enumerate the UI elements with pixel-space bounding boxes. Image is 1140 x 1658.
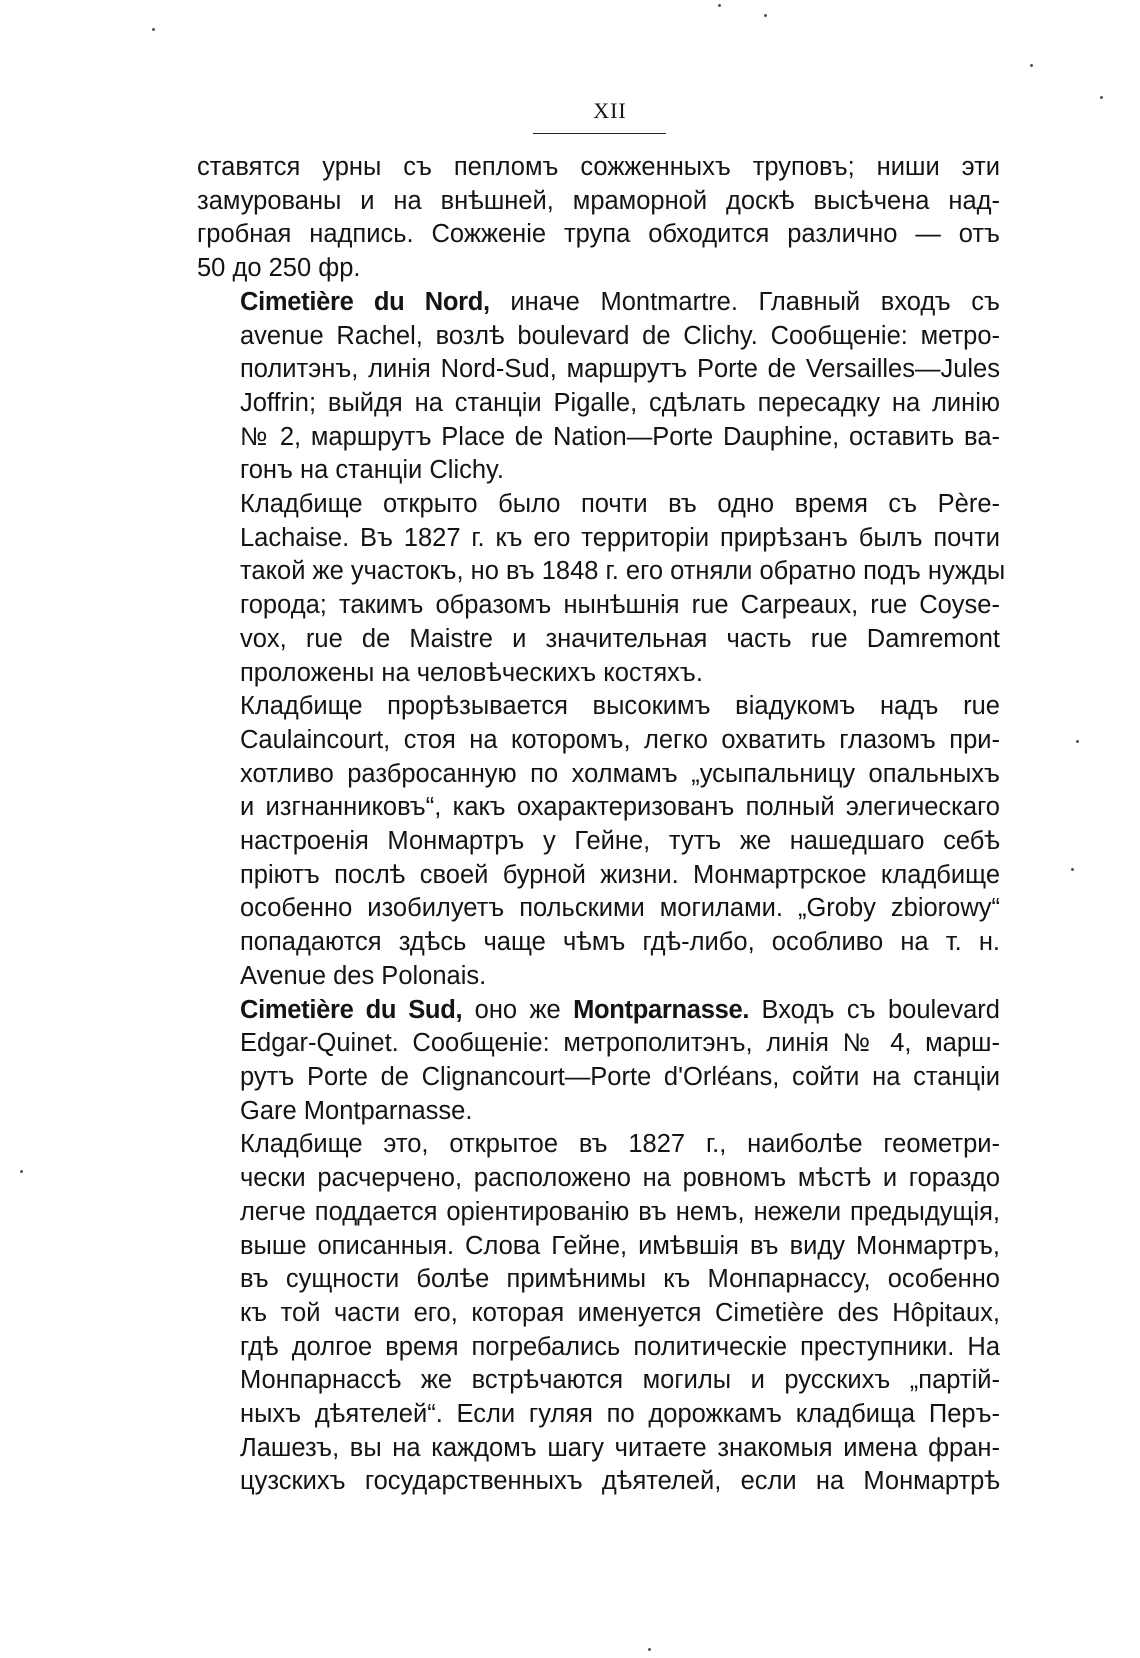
text-line: рутъ Porte de Clignancourt—Porte d'Orléans, сойти на станціи [240,1062,1000,1091]
text-line: ставятся урны съ пепломъ сожженныхъ труповъ; ниши эти [197,153,1000,181]
text-line: настроенія Монмартръ у Гейне, тутъ же нашедшаго себѣ [240,827,1000,856]
scan-speck [1076,740,1079,743]
text-line: цузскихъ государственныхъ дѣятелей, если на Монмартрѣ [240,1467,1000,1496]
page-number: XII [593,98,627,123]
text-line: города; такимъ образомъ нынѣшнія rue Carpeaux, rue Coyse- [240,591,1000,620]
text-line: Лашезъ, вы на каждомъ шагу читаете знакомыя имена фран- [240,1433,1000,1462]
text-line: Монпарнассѣ же встрѣчаются могилы и русскихъ „партій- [240,1366,1000,1395]
text-line: хотливо разбросанную по холмамъ „усыпальницу опальныхъ [240,759,1000,788]
text-line: и изгнанниковъ“, какъ охарактеризованъ полный элегическаго [240,793,1000,822]
text-run: иначе Montmartre. Главный входъ съ [489,287,1000,316]
text-line: политэнъ, линія Nord-Sud, маршрутъ Porte de Versailles—Jules [240,355,1000,384]
scan-speck [1030,64,1033,67]
text-line: проложены на человѣческихъ костяхъ. [240,658,703,687]
text-line: въ сущности болѣе примѣнимы къ Монпарнассу, особенно [240,1265,1000,1294]
paragraph-cimetiere-du-nord [197,286,1000,488]
text-line: Joffrin; выйдя на станціи Pigalle, сдѣлать пересадку на линію [240,388,1000,417]
header-rule [533,133,666,134]
text-line: Avenue des Polonais. [240,961,487,990]
text-line: легче поддается оріентированію въ немъ, нежели предыдущія, [240,1197,1000,1226]
body-text [197,151,1006,1499]
text-line: особенно изобилуетъ польскими могилами. „Groby zbiorowy“ [240,894,1000,923]
text-line: пріютъ послѣ своей бурной жизни. Монмартрское кладбище [240,860,1000,889]
scan-speck [764,14,767,17]
text-line: чески расчерчено, расположено на ровномъ мѣстѣ и гораздо [240,1164,1000,1193]
text-line: гонъ на станціи Clichy. [240,456,505,485]
paragraph-6 [197,1128,1000,1499]
text-line: ныхъ дѣятелей“. Если гуляя по дорожкамъ кладбища Перъ- [240,1400,1000,1429]
text-line: попадаются здѣсь чаще чѣмъ гдѣ-либо, особливо на т. н. [240,928,1000,957]
section-heading-montparnasse: Montparnasse. [573,995,750,1024]
scan-speck [718,4,721,7]
text-line: гдѣ долгое время погребались политическіе преступники. На [240,1332,1000,1361]
text-line: Gare Montparnasse. [240,1096,473,1125]
scan-speck [152,28,155,31]
text-line [197,286,1000,320]
paragraph-1 [197,151,1000,286]
scan-speck [20,1170,23,1173]
text-line: № 2, маршрутъ Place de Nation—Porte Dauphine, оставить ва- [240,422,1000,451]
scan-speck [648,1648,651,1651]
text-run: оно же [462,995,574,1024]
text-line: гробная надпись. Сожженіе трупа обходится различно — отъ [197,220,1000,249]
text-line [197,994,1000,1028]
text-line: выше описанныя. Слова Гейне, имѣвшія въ виду Монмартръ, [240,1231,1000,1260]
text-line: такой же участокъ, но въ 1848 г. его отняли обратно подъ нужды [240,557,1006,586]
text-line: Кладбище открыто было почти въ одно время съ Père- [240,490,1000,519]
paragraph-3 [197,488,1006,690]
text-line: Кладбище это, открытое въ 1827 г., наиболѣе геометри- [240,1130,1000,1159]
text-line: Кладбище прорѣзывается высокимъ віадукомъ надъ rue [240,692,1000,721]
text-line: Edgar-Quinet. Сообщеніе: метрополитэнъ, линія № 4, марш- [240,1029,1000,1058]
text-line: Caulaincourt, стоя на которомъ, легко охватить глазомъ при- [240,725,1000,754]
paragraph-cimetiere-du-sud [197,994,1000,1129]
paragraph-4 [197,690,1000,993]
section-heading-nord: Cimetière du Nord, [240,287,490,316]
text-line: Lachaise. Въ 1827 г. къ его территоріи прирѣзанъ былъ почти [240,523,1000,552]
text-line: замурованы и на внѣшней, мраморной доскѣ высѣчена над- [197,186,1000,215]
text-line: 50 до 250 фр. [197,254,361,283]
text-line: avenue Rachel, возлѣ boulevard de Clichy. Сообщеніе: метро- [240,321,1000,350]
text-line: къ той части его, которая именуется Cimetière des Hôpitaux, [240,1298,1000,1327]
section-heading-sud: Cimetière du Sud, [240,995,463,1024]
text-run: Входъ съ boulevard [749,995,1000,1024]
text-line: vox, rue de Maistre и значительная часть rue Damremont [240,624,1000,653]
scan-speck [1071,868,1074,871]
scan-speck [1100,96,1103,99]
